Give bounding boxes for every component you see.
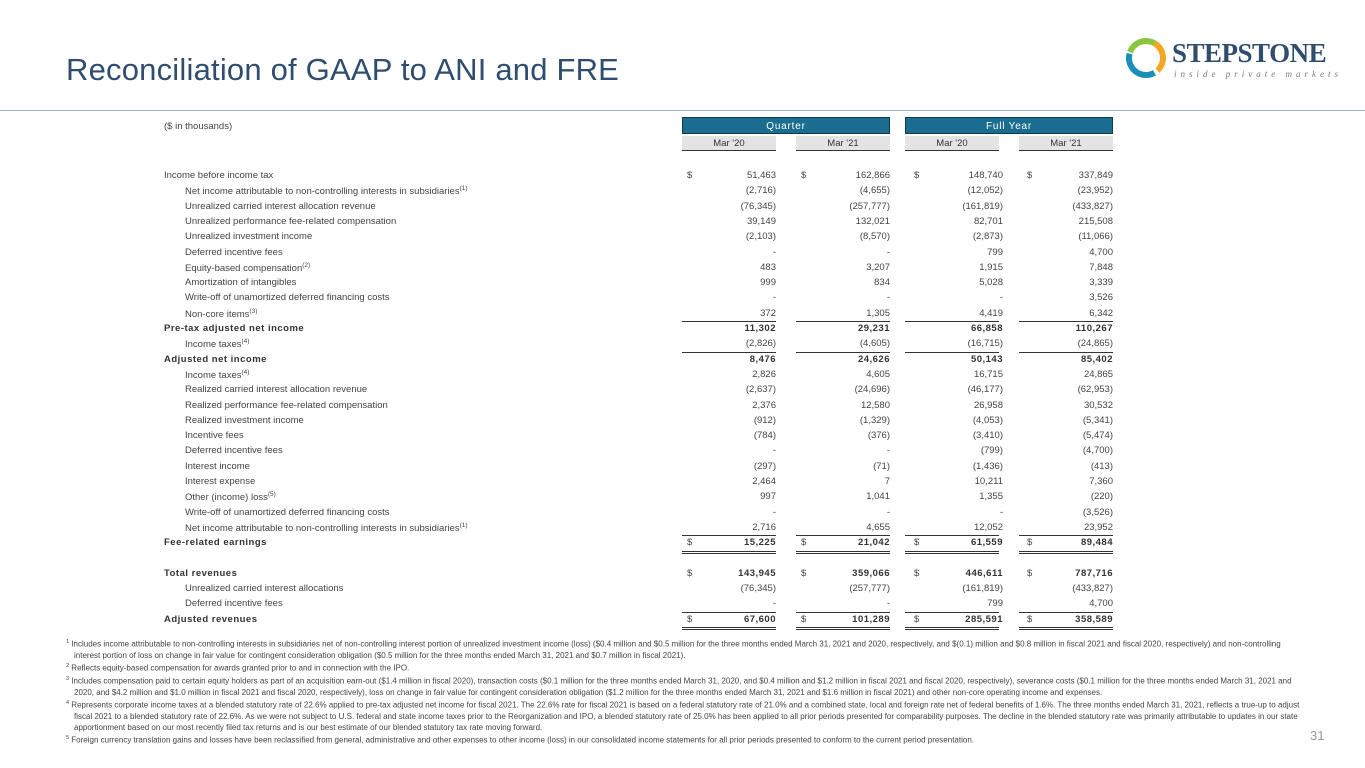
table-cell: 285,591 bbox=[965, 613, 1003, 625]
table-cell: 6,342 bbox=[1089, 307, 1113, 319]
table-cell: 2,826 bbox=[752, 368, 776, 380]
table-cell: 5,028 bbox=[979, 277, 1003, 289]
table-cell: - bbox=[886, 292, 890, 304]
table-cell: 85,402 bbox=[1080, 353, 1113, 365]
dollar-sign: $ bbox=[687, 537, 693, 549]
table-cell: (76,345) bbox=[740, 200, 776, 212]
header-quarter: Quarter bbox=[682, 117, 890, 134]
logo-ring-icon bbox=[1124, 36, 1168, 80]
table-cell: 4,605 bbox=[866, 368, 890, 380]
table-cell: 67,600 bbox=[743, 613, 776, 625]
row-label: Unrealized carried interest allocation revenue bbox=[185, 200, 376, 212]
table-cell: - bbox=[886, 506, 890, 518]
table-cell: (4,655) bbox=[859, 185, 890, 197]
table-cell: 483 bbox=[760, 261, 776, 273]
table-cell: (12,052) bbox=[967, 185, 1003, 197]
dollar-sign: $ bbox=[1027, 567, 1033, 579]
row-label: Realized investment income bbox=[185, 414, 304, 426]
table-cell: 11,302 bbox=[744, 323, 776, 334]
table-cell: (2,873) bbox=[972, 231, 1003, 243]
table-cell: 2,716 bbox=[752, 521, 776, 533]
table-row bbox=[0, 444, 1365, 459]
table-cell: (912) bbox=[753, 414, 776, 426]
row-label: Other (income) loss$^{(5)}$ bbox=[185, 491, 276, 504]
row-label: Deferred incentive fees bbox=[185, 445, 283, 457]
total-top-rule bbox=[905, 535, 999, 536]
table-cell: 337,849 bbox=[1078, 170, 1113, 181]
table-cell: (3,526) bbox=[1082, 506, 1113, 518]
table-cell: 2,376 bbox=[752, 399, 776, 411]
row-footnote-ref: (5) bbox=[267, 491, 276, 499]
table-cell: - bbox=[999, 292, 1003, 304]
table-cell: (784) bbox=[753, 430, 776, 442]
table-cell: - bbox=[772, 445, 776, 457]
dollar-sign: $ bbox=[687, 567, 693, 579]
table-row bbox=[0, 613, 1365, 628]
table-cell: (376) bbox=[867, 430, 890, 442]
logo-wordmark: STEPSTONE bbox=[1172, 38, 1327, 68]
table-cell: 66,858 bbox=[970, 323, 1003, 334]
row-label: Unrealized investment income bbox=[185, 231, 313, 243]
table-cell: 143,945 bbox=[738, 567, 776, 579]
table-cell: 24,865 bbox=[1083, 368, 1113, 380]
total-top-rule bbox=[1019, 535, 1113, 536]
table-row bbox=[0, 353, 1365, 368]
table-cell: 4,655 bbox=[866, 521, 890, 533]
table-cell: 215,508 bbox=[1078, 215, 1113, 227]
table-cell: 999 bbox=[760, 277, 776, 289]
table-cell: - bbox=[772, 598, 776, 610]
table-cell: 61,559 bbox=[970, 537, 1003, 549]
table-cell: (16,715) bbox=[967, 338, 1003, 350]
table-cell: 7 bbox=[884, 476, 890, 487]
table-cell: (297) bbox=[753, 460, 776, 472]
table-cell: 4,700 bbox=[1089, 246, 1113, 258]
table-cell: 3,339 bbox=[1089, 277, 1113, 289]
table-row bbox=[0, 322, 1365, 337]
dollar-sign: $ bbox=[687, 613, 693, 625]
table-cell: 15,225 bbox=[743, 537, 776, 549]
table-cell: (161,819) bbox=[962, 200, 1003, 212]
total-top-rule bbox=[796, 612, 890, 613]
table-cell: 1,305 bbox=[866, 307, 890, 319]
row-footnote-ref: (4) bbox=[241, 368, 250, 376]
row-label: Fee-related earnings bbox=[164, 537, 267, 549]
total-double-rule bbox=[682, 627, 776, 630]
row-label: Incentive fees bbox=[185, 430, 244, 442]
row-label: Adjusted revenues bbox=[164, 613, 258, 625]
table-cell: 82,701 bbox=[973, 215, 1003, 227]
table-row bbox=[0, 184, 1365, 199]
table-cell: (62,953) bbox=[1077, 384, 1113, 396]
table-cell: (5,341) bbox=[1082, 414, 1113, 426]
dollar-sign: $ bbox=[1027, 613, 1033, 625]
row-footnote-ref: (1) bbox=[459, 185, 468, 193]
dollar-sign: $ bbox=[914, 567, 920, 579]
table-row bbox=[0, 567, 1365, 582]
units-label: ($ in thousands) bbox=[164, 121, 233, 132]
table-row bbox=[0, 169, 1365, 184]
total-double-rule bbox=[796, 627, 890, 630]
page-title: Reconciliation of GAAP to ANI and FRE bbox=[66, 52, 620, 87]
table-cell: (433,827) bbox=[1072, 200, 1113, 212]
table-cell: 148,740 bbox=[968, 170, 1003, 181]
dollar-sign: $ bbox=[801, 567, 807, 579]
dollar-sign: $ bbox=[801, 537, 807, 549]
table-cell: (5,474) bbox=[1082, 430, 1113, 442]
header-full-year: Full Year bbox=[905, 117, 1113, 134]
table-row bbox=[0, 368, 1365, 383]
table-cell: - bbox=[886, 445, 890, 457]
table-row bbox=[0, 552, 1365, 567]
table-cell: 997 bbox=[760, 491, 776, 503]
dollar-sign: $ bbox=[914, 613, 920, 625]
row-label: Realized carried interest allocation revenue bbox=[185, 384, 368, 396]
table-cell: (4,053) bbox=[972, 414, 1003, 426]
table-row bbox=[0, 429, 1365, 444]
total-double-rule bbox=[1019, 627, 1113, 630]
column-header-fy-mar20: Mar '20 bbox=[905, 136, 999, 151]
table-cell: (4,700) bbox=[1082, 445, 1113, 457]
table-cell: 4,700 bbox=[1089, 598, 1113, 610]
table-cell: 110,267 bbox=[1075, 323, 1113, 334]
table-cell: 50,143 bbox=[970, 353, 1003, 365]
table-row bbox=[0, 460, 1365, 475]
footnote: $^4$ Represents corporate income taxes at a blended statutory rate of 22.6% applied to pre-tax adjusted net income for fiscal 2021. The 22.6% rate for fiscal 2021 is based on a federal statutory rate of 21.0% and a combined state, local and foreign rate net of federal benefits of 1.6%. The three months ended March 31, 2021, reflects a true-up to adjust fiscal 2021 to a blended statutory rate of 22.6%. As we were not subject to U.S. federal and state income taxes prior to the Reorganization and IPO, a blended statutory rate of 25.0% has been applied to all prior periods presented for comparability purposes. The decline in the blended statutory rate was primarily attributable to updates in our state apportionment based on our most recently filed tax returns and is our best estimate of our blended statutory tax rate moving forward. bbox=[66, 699, 1300, 733]
stepstone-logo bbox=[1124, 36, 1342, 86]
table-cell: (76,345) bbox=[740, 583, 776, 595]
row-label: Realized performance fee-related compensation bbox=[185, 399, 388, 411]
table-cell: 12,580 bbox=[860, 399, 890, 411]
table-cell: (161,819) bbox=[962, 583, 1003, 595]
table-cell: 8,476 bbox=[749, 353, 776, 365]
table-cell: (8,570) bbox=[859, 231, 890, 243]
row-label: Non-core items$^{(3)}$ bbox=[185, 307, 258, 320]
column-header-q-mar20: Mar '20 bbox=[682, 136, 776, 151]
dollar-sign: $ bbox=[801, 613, 807, 625]
table-cell: 7,360 bbox=[1089, 476, 1113, 487]
table-row bbox=[0, 399, 1365, 414]
dollar-sign: $ bbox=[1027, 537, 1033, 549]
table-cell: 1,355 bbox=[979, 491, 1003, 503]
table-row bbox=[0, 215, 1365, 230]
dollar-sign: $ bbox=[914, 537, 920, 549]
table-row bbox=[0, 597, 1365, 612]
table-row bbox=[0, 291, 1365, 306]
title-divider bbox=[0, 110, 1365, 111]
row-label: Write-off of unamortized deferred financing costs bbox=[185, 292, 390, 304]
table-row bbox=[0, 230, 1365, 245]
row-label: Adjusted net income bbox=[164, 353, 267, 365]
dollar-sign: $ bbox=[914, 170, 920, 181]
table-cell: 359,066 bbox=[852, 567, 890, 579]
row-label: Interest expense bbox=[185, 476, 256, 487]
row-label: Write-off of unamortized deferred financing costs bbox=[185, 506, 390, 518]
dollar-sign: $ bbox=[1027, 170, 1033, 181]
table-cell: (2,826) bbox=[745, 338, 776, 350]
table-row bbox=[0, 307, 1365, 322]
column-header-q-mar21: Mar '21 bbox=[796, 136, 890, 151]
table-cell: 1,041 bbox=[866, 491, 890, 503]
table-cell: 89,484 bbox=[1080, 537, 1113, 549]
footnote: $^3$ Includes compensation paid to certain equity holders as part of an acquisition earn-out ($1.4 million in fiscal 2020), transaction costs ($0.1 million for the three months ended March 31, 2020, and $0.4 million and $1.2 million in fiscal 2021 and fiscal 2020, respectively), severance costs ($0.1 million for the three months ended March 31, 2021 and 2020, and $4.2 million and $1.0 million in fiscal 2021 and fiscal 2020, respectively), loss on change in fair value for contingent consideration obligation ($1.2 million for the three months ended March 31, 2021 and $1.6 million in fiscal 2021) and other non-core operating income and expenses. bbox=[66, 675, 1292, 697]
row-footnote-ref: (3) bbox=[249, 307, 258, 315]
table-cell: 16,715 bbox=[973, 368, 1003, 380]
table-cell: 23,952 bbox=[1083, 521, 1113, 533]
total-top-rule bbox=[682, 535, 776, 536]
table-cell: 24,626 bbox=[857, 353, 890, 365]
total-top-rule bbox=[1019, 612, 1113, 613]
total-double-rule bbox=[905, 627, 999, 630]
dollar-sign: $ bbox=[687, 170, 693, 181]
table-row bbox=[0, 521, 1365, 536]
table-cell: 834 bbox=[874, 277, 890, 289]
table-cell: 21,042 bbox=[857, 537, 890, 549]
table-cell: (71) bbox=[873, 460, 890, 472]
page-number: 31 bbox=[1310, 728, 1325, 743]
table-row bbox=[0, 506, 1365, 521]
table-cell: 4,419 bbox=[979, 307, 1003, 319]
total-top-rule bbox=[905, 612, 999, 613]
footnote: $^5$ Foreign currency translation gains and losses have been reclassified from general, administrative and other expenses to other income (loss) in our consolidated income statements for all prior periods presented to conform to the current period presentation. bbox=[66, 735, 974, 745]
table-row bbox=[0, 475, 1365, 490]
dollar-sign: $ bbox=[801, 170, 807, 181]
table-cell: 10,211 bbox=[974, 476, 1003, 487]
row-label: Income taxes$^{(4)}$ bbox=[185, 338, 250, 351]
table-cell: - bbox=[772, 246, 776, 258]
table-cell: 7,848 bbox=[1089, 261, 1113, 273]
table-cell: (220) bbox=[1090, 491, 1113, 503]
table-cell: 29,231 bbox=[857, 323, 890, 334]
table-cell: (2,103) bbox=[745, 231, 776, 243]
table-cell: 799 bbox=[987, 598, 1003, 610]
row-label: Total revenues bbox=[164, 567, 238, 579]
table-cell: (11,066) bbox=[1078, 231, 1113, 243]
column-header-fy-mar21: Mar '21 bbox=[1019, 136, 1113, 151]
row-label: Deferred incentive fees bbox=[185, 598, 283, 610]
table-cell: 162,866 bbox=[855, 170, 890, 181]
total-top-rule bbox=[682, 612, 776, 613]
table-row bbox=[0, 582, 1365, 597]
table-cell: - bbox=[886, 598, 890, 610]
table-row bbox=[0, 200, 1365, 215]
table-row bbox=[0, 337, 1365, 352]
table-cell: 1,915 bbox=[979, 261, 1003, 273]
table-cell: (24,696) bbox=[854, 384, 890, 396]
table-cell: (4,605) bbox=[859, 338, 890, 350]
table-cell: 12,052 bbox=[973, 521, 1003, 533]
footnotes bbox=[66, 637, 1301, 746]
table-cell: 2,464 bbox=[752, 476, 776, 487]
row-label: Net income attributable to non-controlling interests in subsidiaries$^{(1)}$ bbox=[185, 185, 468, 198]
table-cell: 799 bbox=[987, 246, 1003, 258]
row-footnote-ref: (4) bbox=[241, 338, 250, 346]
table-cell: 30,532 bbox=[1083, 399, 1113, 411]
table-cell: 39,149 bbox=[746, 215, 776, 227]
row-label: Net income attributable to non-controlling interests in subsidiaries$^{(1)}$ bbox=[185, 521, 468, 535]
table-cell: 787,716 bbox=[1075, 567, 1113, 579]
row-label: Pre-tax adjusted net income bbox=[164, 323, 305, 334]
table-cell: (23,952) bbox=[1077, 185, 1113, 197]
row-label: Income taxes$^{(4)}$ bbox=[185, 368, 250, 382]
table-cell: 446,611 bbox=[965, 567, 1003, 579]
table-cell: (413) bbox=[1090, 460, 1113, 472]
row-label: Amortization of intangibles bbox=[185, 277, 297, 289]
table-cell: (433,827) bbox=[1072, 583, 1113, 595]
table-cell: 358,589 bbox=[1075, 613, 1113, 625]
table-row bbox=[0, 276, 1365, 291]
row-footnote-ref: (2) bbox=[302, 261, 311, 269]
row-label: Unrealized performance fee-related compensation bbox=[185, 215, 397, 227]
table-row bbox=[0, 383, 1365, 398]
table-cell: 372 bbox=[760, 307, 776, 319]
table-cell: (257,777) bbox=[849, 583, 890, 595]
table-cell: (1,329) bbox=[859, 414, 890, 426]
table-cell: (2,716) bbox=[745, 185, 776, 197]
table-cell: 3,526 bbox=[1089, 292, 1113, 304]
table-cell: (2,637) bbox=[745, 384, 776, 396]
table-cell: 3,207 bbox=[866, 261, 890, 273]
footnote: $^2$ Reflects equity-based compensation for awards granted prior to and in connection with the IPO. bbox=[66, 663, 410, 673]
row-label: Equity-based compensation$^{(2)}$ bbox=[185, 261, 311, 274]
table-row bbox=[0, 261, 1365, 276]
table-cell: - bbox=[772, 506, 776, 518]
table-row bbox=[0, 414, 1365, 429]
table-row bbox=[0, 536, 1365, 551]
row-footnote-ref: (1) bbox=[459, 521, 468, 529]
table-cell: (3,410) bbox=[972, 430, 1003, 442]
table-cell: (799) bbox=[980, 445, 1003, 457]
row-label: Unrealized carried interest allocations bbox=[185, 583, 344, 595]
table-cell: 101,289 bbox=[852, 613, 890, 625]
row-label: Income before income tax bbox=[164, 170, 274, 181]
table-row bbox=[0, 246, 1365, 261]
table-row bbox=[0, 490, 1365, 505]
table-cell: - bbox=[886, 246, 890, 258]
table-cell: 51,463 bbox=[746, 170, 776, 181]
logo-tagline: inside private markets bbox=[1174, 69, 1342, 79]
table-cell: 26,958 bbox=[973, 399, 1003, 411]
table-cell: (46,177) bbox=[967, 384, 1003, 396]
table-cell: - bbox=[999, 506, 1003, 518]
footnote: $^1$ Includes income attributable to non-controlling interests in subsidiaries net of non-controlling interest portion of unrealized investment income (loss) ($0.4 million and $0.5 million for the three months ended March 31, 2021 and 2020, respectively, and $(0.1) million and $0.8 million in fiscal 2021 and fiscal 2020, respectively) and non-controlling interest portion of loss on change in fair value for contingent consideration obligation ($0.5 million for the three months ended March 31, 2021 and $0.7 million in fiscal 2021). bbox=[66, 639, 1281, 660]
table-cell: (1,436) bbox=[972, 460, 1003, 472]
table-cell: - bbox=[772, 292, 776, 304]
total-top-rule bbox=[796, 535, 890, 536]
table-cell: (257,777) bbox=[849, 200, 890, 212]
row-label: Deferred incentive fees bbox=[185, 246, 283, 258]
table-cell: 132,021 bbox=[855, 215, 890, 227]
row-label: Interest income bbox=[185, 460, 250, 472]
table-cell: (24,865) bbox=[1077, 338, 1113, 350]
